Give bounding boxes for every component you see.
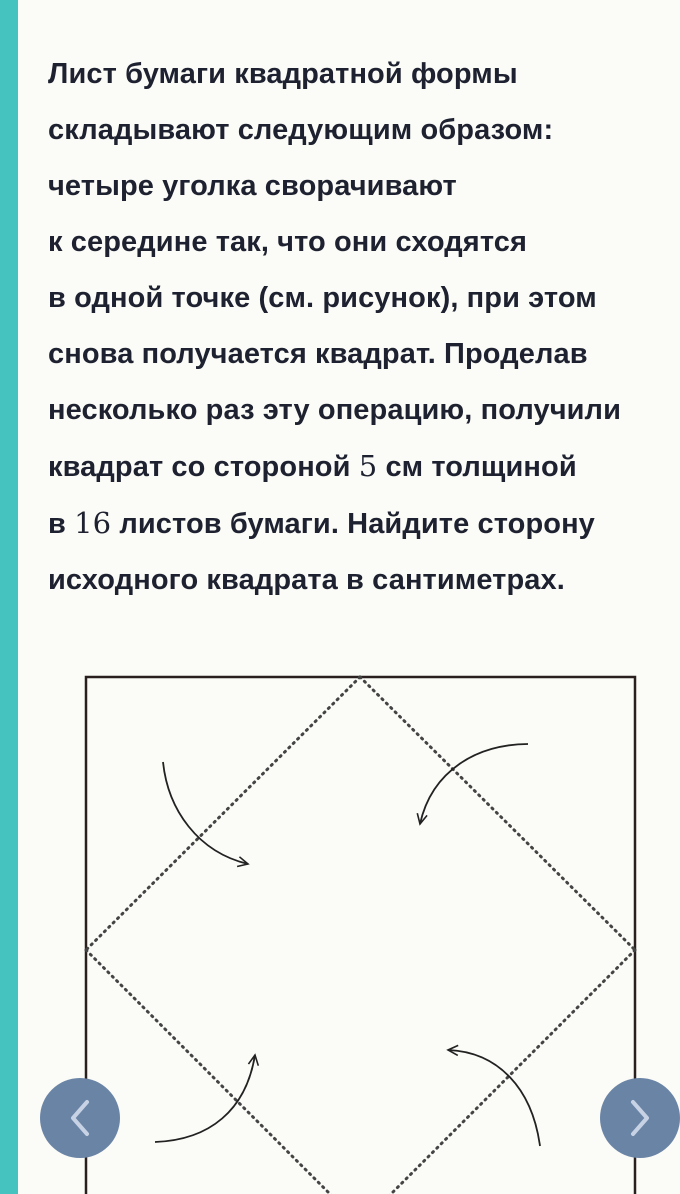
thickness-value: 16 — [74, 506, 112, 540]
fold-arrow — [448, 1050, 540, 1146]
fold-line — [371, 950, 635, 1194]
problem-line — [48, 326, 673, 382]
problem-line — [48, 214, 673, 270]
text-segment: несколько раз эту операцию, получили — [48, 394, 622, 426]
text-segment: снова получается квадрат. Проделав — [48, 338, 588, 370]
chevron-left-icon — [65, 1098, 95, 1138]
text-segment: в одной точке (см. рисунок), при этом — [48, 282, 597, 314]
text-segment: квадрат со стороной — [48, 451, 359, 483]
chevron-right-icon — [625, 1098, 655, 1138]
problem-line — [48, 495, 673, 552]
text-segment: Лист бумаги квадратной формы — [48, 58, 518, 90]
problem-line — [48, 552, 673, 608]
problem-line — [48, 102, 673, 158]
text-segment: листов бумаги. Найдите сторону — [111, 508, 595, 540]
fold-line — [86, 950, 350, 1194]
previous-button[interactable] — [40, 1078, 120, 1158]
accent-bar — [0, 0, 18, 1194]
fold-arrow — [420, 744, 528, 824]
problem-line — [48, 46, 673, 102]
problem-line — [48, 438, 673, 495]
fold-arrow — [163, 762, 248, 864]
fold-line — [360, 677, 635, 950]
next-button[interactable] — [600, 1078, 680, 1158]
side-length-value: 5 — [358, 449, 378, 483]
text-segment: к середине так, что они сходятся — [48, 226, 527, 258]
problem-line — [48, 270, 673, 326]
paper-square — [86, 677, 635, 1194]
folding-diagram — [80, 670, 642, 1194]
text-segment: четыре уголка сворачивают — [48, 170, 457, 202]
problem-line — [48, 382, 673, 438]
text-segment: в — [48, 508, 75, 540]
text-segment: исходного квадрата в сантиметрах. — [48, 564, 565, 596]
problem-line — [48, 158, 673, 214]
text-segment: см толщиной — [377, 451, 577, 483]
problem-text — [48, 46, 673, 608]
fold-line — [86, 677, 360, 950]
text-segment: складывают следующим образом: — [48, 114, 554, 146]
